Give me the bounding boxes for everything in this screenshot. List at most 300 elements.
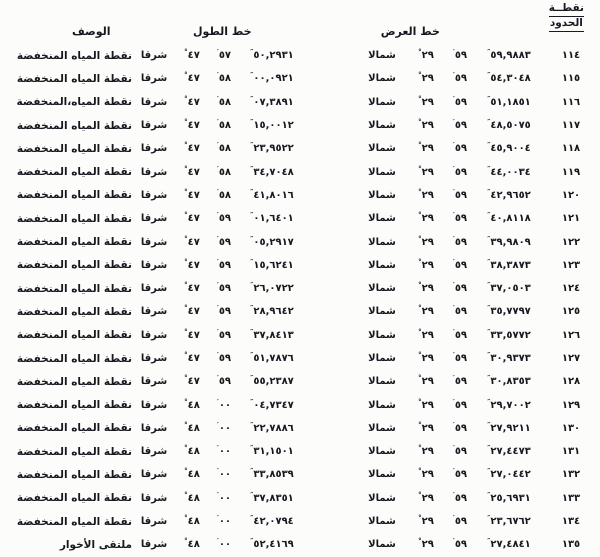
latitude-degrees-value: ٢٩ bbox=[421, 120, 434, 132]
latitude-seconds-value: ٣٣,٥٧٧٢ bbox=[490, 329, 531, 341]
minute-mark-icon: ′ bbox=[452, 304, 455, 313]
longitude-seconds-cell bbox=[240, 164, 304, 178]
degree-mark-icon: ° bbox=[418, 141, 422, 150]
latitude-seconds-value: ٣٥,٧٧٩٧ bbox=[490, 306, 531, 318]
point-header-line2: الحدود bbox=[549, 17, 584, 32]
latitude-degrees-value: ٢٩ bbox=[421, 50, 434, 62]
table-row bbox=[0, 463, 600, 486]
latitude-seconds-value: ٣٨,٣٨٧٣ bbox=[490, 259, 531, 271]
latitude-seconds-value: ٣٩,٩٨٠٩ bbox=[490, 236, 531, 248]
table-row bbox=[0, 44, 600, 67]
longitude-minutes-value: ٠٠ bbox=[218, 446, 232, 458]
description-cell: نقطة المياه المنخفضة bbox=[16, 72, 132, 85]
longitude-degrees-value: ٤٧ bbox=[187, 236, 200, 248]
longitude-degrees-value: ٤٨ bbox=[187, 539, 200, 551]
minute-mark-icon: ′ bbox=[216, 467, 219, 476]
point-number-cell: ١١٦ bbox=[561, 96, 581, 108]
longitude-direction-east: شرقا bbox=[140, 213, 168, 225]
latitude-seconds-value: ٤٤,٠٠٣٤ bbox=[490, 166, 531, 178]
longitude-seconds-cell bbox=[240, 94, 304, 108]
minute-mark-icon: ′ bbox=[216, 351, 219, 359]
latitude-minutes-cell bbox=[444, 420, 476, 434]
minute-mark-icon: ′ bbox=[452, 397, 455, 406]
longitude-minutes-value: ٥٨ bbox=[218, 166, 232, 178]
point-header-line1: نقطــة bbox=[549, 2, 584, 17]
point-number-cell: ١٢٥ bbox=[561, 306, 581, 318]
minute-mark-icon: ′ bbox=[216, 164, 219, 173]
longitude-minutes-cell bbox=[208, 516, 240, 527]
longitude-degrees-value: ٤٧ bbox=[187, 259, 200, 271]
longitude-minutes-value: ٠٠ bbox=[218, 469, 232, 481]
longitude-degrees-cell bbox=[176, 469, 208, 480]
longitude-minutes-cell bbox=[208, 143, 240, 154]
point-number-cell: ١٢٨ bbox=[561, 376, 581, 388]
degree-mark-icon: ° bbox=[184, 281, 188, 290]
longitude-degrees-cell bbox=[176, 94, 208, 108]
second-mark-icon: ″ bbox=[250, 164, 254, 173]
longitude-direction-east: شرقا bbox=[140, 259, 168, 271]
longitude-seconds-cell bbox=[240, 187, 304, 201]
description-cell: نقطة المياه المنخفضة bbox=[16, 236, 132, 249]
longitude-degrees-cell bbox=[176, 234, 208, 248]
longitude-minutes-value: ٠٠ bbox=[218, 422, 232, 434]
longitude-seconds-value: ٤٢,٠٧٩٤ bbox=[253, 516, 294, 528]
latitude-minutes-cell bbox=[444, 490, 476, 504]
longitude-minutes-cell bbox=[208, 94, 240, 108]
table-row bbox=[0, 300, 600, 323]
longitude-minutes-value: ٥٨ bbox=[218, 96, 232, 108]
latitude-degrees-cell bbox=[408, 143, 444, 154]
latitude-degrees-cell bbox=[408, 50, 444, 61]
longitude-minutes-cell bbox=[208, 283, 240, 294]
latitude-degrees-cell bbox=[408, 120, 444, 131]
longitude-degrees-cell bbox=[176, 446, 208, 457]
longitude-degrees-cell bbox=[176, 539, 208, 550]
latitude-degrees-cell bbox=[408, 353, 444, 364]
longitude-degrees-cell bbox=[176, 143, 208, 154]
table-row bbox=[0, 91, 600, 114]
latitude-seconds-value: ٢٣,٦٧٦٢ bbox=[490, 516, 531, 528]
longitude-seconds-cell bbox=[240, 397, 304, 411]
latitude-direction-north: شمالا bbox=[368, 143, 396, 155]
latitude-degrees-value: ٢٩ bbox=[421, 422, 434, 434]
latitude-degrees-value: ٢٩ bbox=[421, 73, 434, 85]
longitude-minutes-value: ٥٩ bbox=[218, 213, 232, 225]
longitude-minutes-value: ٥٧ bbox=[218, 50, 232, 62]
longitude-seconds-value: ٢٨,٩٦٤٢ bbox=[253, 306, 294, 318]
degree-mark-icon: ° bbox=[418, 420, 422, 429]
degree-mark-icon: ° bbox=[184, 467, 188, 476]
minute-mark-icon: ′ bbox=[216, 257, 219, 266]
minute-mark-icon: ′ bbox=[452, 211, 455, 220]
latitude-degrees-cell bbox=[408, 257, 444, 271]
degree-mark-icon: ° bbox=[184, 514, 188, 523]
longitude-seconds-cell bbox=[240, 283, 304, 294]
minute-mark-icon: ′ bbox=[452, 187, 455, 196]
latitude-minutes-value: ٥٩ bbox=[454, 189, 468, 201]
minute-mark-icon: ′ bbox=[452, 420, 455, 429]
minute-mark-icon: ′ bbox=[452, 490, 455, 499]
minute-mark-icon: ′ bbox=[216, 94, 219, 103]
description-cell: نقطة المياه المنخفضة bbox=[16, 119, 132, 132]
latitude-seconds-cell bbox=[476, 187, 542, 201]
degree-mark-icon: ° bbox=[184, 164, 188, 173]
longitude-seconds-value: ٠١,٦٤٠١ bbox=[253, 213, 294, 225]
latitude-direction-north: شمالا bbox=[368, 539, 396, 551]
longitude-degrees-value: ٤٨ bbox=[187, 399, 200, 411]
longitude-direction-east: شرقا bbox=[140, 166, 168, 178]
degree-mark-icon: ° bbox=[184, 374, 188, 383]
longitude-seconds-value: ٣٧,٨٣٥١ bbox=[253, 492, 294, 504]
description-cell: نقطة المياه المنخفضة bbox=[16, 259, 132, 272]
latitude-degrees-cell bbox=[408, 283, 444, 294]
point-number-cell: ١٢١ bbox=[561, 213, 581, 225]
latitude-seconds-cell bbox=[476, 73, 542, 84]
minute-mark-icon: ′ bbox=[216, 374, 219, 383]
latitude-minutes-value: ٥٩ bbox=[454, 446, 468, 458]
longitude-seconds-cell bbox=[240, 120, 304, 131]
latitude-seconds-cell bbox=[476, 490, 542, 504]
second-mark-icon: ″ bbox=[487, 118, 491, 127]
latitude-degrees-value: ٢٩ bbox=[421, 469, 434, 481]
longitude-degrees-cell bbox=[176, 353, 208, 364]
longitude-degrees-cell bbox=[176, 283, 208, 294]
point-number-cell: ١١٧ bbox=[561, 120, 581, 132]
longitude-seconds-value: ٠٧,٣٨٩١ bbox=[253, 96, 294, 108]
point-number-cell: ١٣٠ bbox=[561, 422, 581, 434]
second-mark-icon: ″ bbox=[250, 444, 254, 453]
second-mark-icon: ″ bbox=[487, 514, 491, 523]
latitude-seconds-value: ٢٥,٦٩٣١ bbox=[490, 492, 531, 504]
second-mark-icon: ″ bbox=[487, 164, 491, 173]
minute-mark-icon: ′ bbox=[452, 257, 455, 266]
column-header-point-number bbox=[549, 2, 584, 32]
latitude-seconds-value: ٢٧,٠٤٤٢ bbox=[490, 469, 531, 481]
latitude-direction-north: شمالا bbox=[368, 236, 396, 248]
point-number-cell: ١١٥ bbox=[561, 73, 581, 85]
latitude-seconds-value: ٥٩,٩٨٨٣ bbox=[490, 50, 531, 62]
longitude-minutes-cell bbox=[208, 234, 240, 248]
latitude-minutes-cell bbox=[444, 257, 476, 271]
table-row bbox=[0, 207, 600, 230]
latitude-direction-north: شمالا bbox=[368, 469, 396, 481]
longitude-direction-east: شرقا bbox=[140, 376, 168, 388]
longitude-minutes-cell bbox=[208, 327, 240, 341]
latitude-seconds-value: ٣٠,٨٣٥٣ bbox=[490, 376, 531, 388]
longitude-direction-east: شرقا bbox=[140, 516, 168, 528]
description-cell: نقطة المياه المنخفضة bbox=[16, 445, 132, 458]
latitude-seconds-cell bbox=[476, 376, 542, 387]
longitude-seconds-cell bbox=[240, 469, 304, 480]
longitude-seconds-cell bbox=[240, 446, 304, 457]
latitude-minutes-cell bbox=[444, 283, 476, 294]
second-mark-icon: ″ bbox=[250, 257, 254, 266]
longitude-seconds-cell bbox=[240, 50, 304, 61]
latitude-minutes-cell bbox=[444, 213, 476, 224]
latitude-degrees-value: ٢٩ bbox=[421, 516, 434, 528]
table-row bbox=[0, 510, 600, 533]
longitude-degrees-cell bbox=[176, 257, 208, 271]
second-mark-icon: ″ bbox=[487, 444, 491, 453]
description-cell: نقطة المياه المنخفضة bbox=[16, 352, 132, 365]
degree-mark-icon: ° bbox=[418, 514, 422, 523]
latitude-minutes-value: ٥٩ bbox=[454, 50, 468, 62]
longitude-seconds-value: ٢٦,٠٧٢٢ bbox=[253, 283, 294, 295]
degree-mark-icon: ° bbox=[418, 397, 422, 406]
description-cell: نقطة المياه المنخفضة bbox=[16, 375, 132, 388]
latitude-direction-north: شمالا bbox=[368, 96, 396, 108]
latitude-minutes-cell bbox=[444, 73, 476, 84]
minute-mark-icon: ′ bbox=[216, 281, 219, 290]
longitude-degrees-cell bbox=[176, 490, 208, 504]
latitude-degrees-cell bbox=[408, 490, 444, 504]
second-mark-icon: ″ bbox=[487, 374, 491, 383]
second-mark-icon: ″ bbox=[487, 257, 491, 266]
second-mark-icon: ″ bbox=[250, 304, 254, 313]
latitude-minutes-value: ٥٩ bbox=[454, 306, 468, 318]
latitude-direction-north: شمالا bbox=[368, 376, 396, 388]
longitude-degrees-value: ٤٧ bbox=[187, 143, 200, 155]
point-number-cell: ١٢٦ bbox=[561, 329, 581, 341]
longitude-seconds-value: ٤١,٨٠١٦ bbox=[253, 189, 294, 201]
longitude-degrees-cell bbox=[176, 420, 208, 434]
latitude-seconds-value: ٢٧,٤٤٧٣ bbox=[490, 446, 531, 458]
table-row bbox=[0, 230, 600, 253]
minute-mark-icon: ′ bbox=[216, 141, 219, 150]
table-row bbox=[0, 67, 600, 90]
degree-mark-icon: ° bbox=[418, 327, 422, 336]
degree-mark-icon: ° bbox=[184, 94, 188, 103]
second-mark-icon: ″ bbox=[250, 118, 254, 127]
table-row bbox=[0, 277, 600, 300]
latitude-degrees-value: ٢٩ bbox=[421, 189, 434, 201]
longitude-direction-east: شرقا bbox=[140, 492, 168, 504]
latitude-direction-north: شمالا bbox=[368, 73, 396, 85]
second-mark-icon: ″ bbox=[250, 234, 254, 243]
latitude-direction-north: شمالا bbox=[368, 213, 396, 225]
longitude-direction-east: شرقا bbox=[140, 306, 168, 318]
latitude-seconds-cell bbox=[476, 120, 542, 131]
longitude-minutes-cell bbox=[208, 490, 240, 504]
description-cell: نقطة المياه المنخفضة bbox=[16, 329, 132, 342]
longitude-minutes-cell bbox=[208, 376, 240, 387]
latitude-degrees-value: ٢٩ bbox=[421, 283, 434, 295]
latitude-minutes-value: ٥٩ bbox=[454, 166, 468, 178]
second-mark-icon: ″ bbox=[250, 490, 254, 499]
latitude-minutes-cell bbox=[444, 234, 476, 248]
minute-mark-icon: ′ bbox=[452, 234, 455, 243]
longitude-degrees-value: ٤٧ bbox=[187, 50, 200, 62]
longitude-degrees-cell bbox=[176, 516, 208, 527]
table-row bbox=[0, 487, 600, 510]
longitude-degrees-cell bbox=[176, 50, 208, 61]
minute-mark-icon: ′ bbox=[216, 490, 219, 499]
minute-mark-icon: ′ bbox=[216, 48, 219, 57]
longitude-seconds-value: ٥١,٧٨٧٦ bbox=[253, 353, 294, 364]
minute-mark-icon: ′ bbox=[452, 467, 455, 476]
latitude-degrees-value: ٢٩ bbox=[421, 306, 434, 318]
longitude-degrees-value: ٤٨ bbox=[187, 446, 200, 458]
longitude-degrees-value: ٤٧ bbox=[187, 73, 200, 85]
degree-mark-icon: ° bbox=[418, 444, 422, 453]
latitude-minutes-cell bbox=[444, 120, 476, 131]
latitude-seconds-value: ٤٢,٩٦٥٢ bbox=[490, 189, 531, 201]
latitude-seconds-cell bbox=[476, 327, 542, 341]
degree-mark-icon: ° bbox=[184, 351, 188, 359]
minute-mark-icon: ′ bbox=[452, 351, 455, 359]
latitude-minutes-value: ٥٩ bbox=[454, 539, 468, 551]
longitude-minutes-value: ٥٨ bbox=[218, 143, 232, 155]
latitude-direction-north: شمالا bbox=[368, 166, 396, 178]
table-row bbox=[0, 347, 600, 370]
second-mark-icon: ″ bbox=[250, 397, 254, 406]
degree-mark-icon: ° bbox=[418, 118, 422, 127]
longitude-seconds-value: ٣٤,٧٠٤٨ bbox=[253, 166, 294, 178]
second-mark-icon: ″ bbox=[250, 467, 254, 476]
longitude-minutes-cell bbox=[208, 420, 240, 434]
second-mark-icon: ″ bbox=[250, 141, 254, 150]
description-cell: نقطة المياه المنخفضة bbox=[16, 189, 132, 202]
table-row bbox=[0, 184, 600, 207]
latitude-seconds-cell bbox=[476, 234, 542, 248]
latitude-direction-north: شمالا bbox=[368, 329, 396, 341]
longitude-seconds-value: ٥٠,٢٩٣١ bbox=[253, 50, 294, 62]
second-mark-icon: ″ bbox=[250, 514, 254, 523]
degree-mark-icon: ° bbox=[184, 118, 188, 127]
longitude-direction-east: شرقا bbox=[140, 353, 168, 364]
latitude-seconds-value: ٤٨,٥٠٧٥ bbox=[490, 120, 531, 132]
degree-mark-icon: ° bbox=[184, 257, 188, 266]
latitude-minutes-cell bbox=[444, 469, 476, 480]
latitude-direction-north: شمالا bbox=[368, 306, 396, 318]
degree-mark-icon: ° bbox=[184, 234, 188, 243]
degree-mark-icon: ° bbox=[184, 444, 188, 453]
longitude-minutes-cell bbox=[208, 164, 240, 178]
longitude-degrees-value: ٤٧ bbox=[187, 96, 200, 108]
latitude-seconds-value: ٤٠,٨١١٨ bbox=[490, 213, 531, 225]
longitude-degrees-cell bbox=[176, 164, 208, 178]
longitude-degrees-value: ٤٨ bbox=[187, 469, 200, 481]
longitude-degrees-cell bbox=[176, 120, 208, 131]
latitude-degrees-cell bbox=[408, 516, 444, 527]
table-row bbox=[0, 254, 600, 277]
latitude-seconds-value: ٣٠,٩٣٧٣ bbox=[490, 353, 531, 364]
point-number-cell: ١٢٣ bbox=[561, 259, 581, 271]
degree-mark-icon: ° bbox=[184, 211, 188, 220]
latitude-minutes-value: ٥٩ bbox=[454, 73, 468, 85]
longitude-minutes-value: ٥٩ bbox=[218, 353, 232, 364]
latitude-seconds-value: ٢٧,٩٢١١ bbox=[490, 422, 531, 434]
minute-mark-icon: ′ bbox=[216, 187, 219, 196]
latitude-degrees-value: ٢٩ bbox=[421, 259, 434, 271]
latitude-degrees-cell bbox=[408, 376, 444, 387]
description-cell: نقطة المياه المنخفضة bbox=[16, 422, 132, 435]
latitude-minutes-value: ٥٩ bbox=[454, 120, 468, 132]
longitude-seconds-value: ٣١,١٥٠١ bbox=[253, 446, 294, 458]
second-mark-icon: ″ bbox=[487, 490, 491, 499]
second-mark-icon: ″ bbox=[487, 71, 491, 80]
column-header-longitude: خط الطول bbox=[193, 25, 252, 38]
second-mark-icon: ″ bbox=[250, 537, 254, 546]
longitude-degrees-cell bbox=[176, 73, 208, 84]
point-number-cell: ١٢٤ bbox=[561, 283, 581, 295]
second-mark-icon: ″ bbox=[487, 467, 491, 476]
minute-mark-icon: ′ bbox=[452, 281, 455, 290]
longitude-direction-east: شرقا bbox=[140, 283, 168, 295]
degree-mark-icon: ° bbox=[184, 537, 188, 546]
longitude-direction-east: شرقا bbox=[140, 422, 168, 434]
second-mark-icon: ″ bbox=[487, 397, 491, 406]
latitude-minutes-value: ٥٩ bbox=[454, 399, 468, 411]
latitude-minutes-value: ٥٩ bbox=[454, 213, 468, 225]
column-header-description: الوصف bbox=[72, 25, 111, 38]
longitude-minutes-value: ٥٨ bbox=[218, 189, 232, 201]
longitude-seconds-cell bbox=[240, 353, 304, 364]
degree-mark-icon: ° bbox=[418, 48, 422, 57]
degree-mark-icon: ° bbox=[418, 187, 422, 196]
longitude-minutes-value: ٠٠ bbox=[218, 516, 232, 528]
latitude-minutes-value: ٥٩ bbox=[454, 329, 468, 341]
minute-mark-icon: ′ bbox=[452, 164, 455, 173]
longitude-degrees-value: ٤٨ bbox=[187, 492, 200, 504]
degree-mark-icon: ° bbox=[184, 397, 188, 406]
latitude-degrees-cell bbox=[408, 306, 444, 317]
longitude-degrees-value: ٤٨ bbox=[187, 516, 200, 528]
longitude-degrees-value: ٤٧ bbox=[187, 213, 200, 225]
latitude-seconds-value: ٢٧,٤٨٤١ bbox=[490, 539, 531, 551]
latitude-direction-north: شمالا bbox=[368, 120, 396, 132]
latitude-seconds-cell bbox=[476, 164, 542, 178]
latitude-degrees-value: ٢٩ bbox=[421, 96, 434, 108]
description-cell: نقطة المياه المنخفضة bbox=[16, 166, 132, 179]
latitude-minutes-cell bbox=[444, 353, 476, 364]
degree-mark-icon: ° bbox=[418, 467, 422, 476]
longitude-seconds-value: ٠٤,٧٣٤٧ bbox=[253, 399, 294, 411]
second-mark-icon: ″ bbox=[250, 281, 254, 290]
longitude-degrees-value: ٤٧ bbox=[187, 376, 200, 388]
minute-mark-icon: ′ bbox=[216, 397, 219, 406]
longitude-degrees-value: ٤٨ bbox=[187, 422, 200, 434]
latitude-seconds-cell bbox=[476, 213, 542, 224]
latitude-seconds-cell bbox=[476, 306, 542, 317]
longitude-minutes-value: ٠٠ bbox=[218, 399, 232, 411]
longitude-degrees-value: ٤٧ bbox=[187, 306, 200, 318]
longitude-minutes-cell bbox=[208, 469, 240, 480]
second-mark-icon: ″ bbox=[487, 327, 491, 336]
latitude-minutes-value: ٥٩ bbox=[454, 353, 468, 364]
longitude-degrees-value: ٤٧ bbox=[187, 166, 200, 178]
minute-mark-icon: ′ bbox=[216, 211, 219, 220]
minute-mark-icon: ′ bbox=[452, 514, 455, 523]
longitude-seconds-cell bbox=[240, 327, 304, 341]
latitude-degrees-cell bbox=[408, 213, 444, 224]
latitude-minutes-cell bbox=[444, 187, 476, 201]
second-mark-icon: ″ bbox=[487, 351, 491, 359]
longitude-degrees-value: ٤٧ bbox=[187, 329, 200, 341]
point-number-cell: ١٢٩ bbox=[561, 399, 581, 411]
longitude-degrees-value: ٤٧ bbox=[187, 120, 200, 132]
latitude-seconds-cell bbox=[476, 397, 542, 411]
longitude-seconds-value: ٣٣,٨٥٣٩ bbox=[253, 469, 294, 481]
latitude-minutes-cell bbox=[444, 327, 476, 341]
degree-mark-icon: ° bbox=[184, 141, 188, 150]
latitude-direction-north: شمالا bbox=[368, 492, 396, 504]
latitude-seconds-cell bbox=[476, 539, 542, 550]
latitude-direction-north: شمالا bbox=[368, 353, 396, 364]
longitude-seconds-value: ٠٥,٢٩١٧ bbox=[253, 236, 294, 248]
minute-mark-icon: ′ bbox=[216, 118, 219, 127]
minute-mark-icon: ′ bbox=[216, 420, 219, 429]
